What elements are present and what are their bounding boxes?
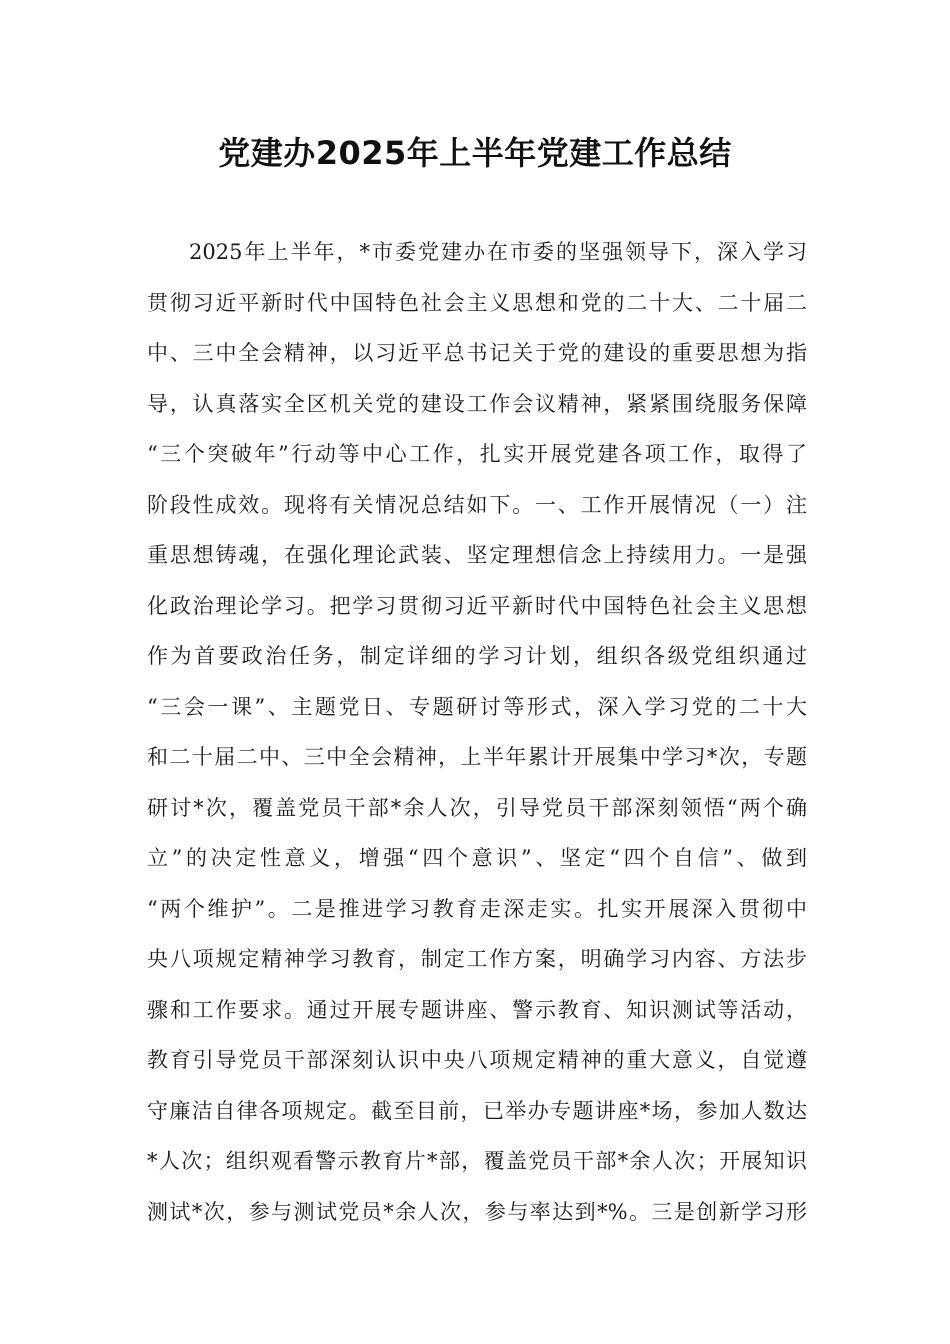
body-line: 中、三中全会精神，以习近平总书记关于党的建设的重要思想为指 <box>147 341 807 365</box>
body-line: 阶段性成效。现将有关情况总结如下。一、工作开展情况（一）注 <box>147 492 807 517</box>
body-line: 央八项规定精神学习教育，制定工作方案，明确学习内容、方法步 <box>147 947 807 971</box>
body-line: 骤和工作要求。通过开展专题讲座、警示教育、知识测试等活动， <box>147 997 807 1022</box>
body-line: 立”的决定性意义，增强“四个意识”、坚定“四个自信”、做到 <box>147 846 807 870</box>
body-line: *人次；组织观看警示教育片*部，覆盖党员干部*余人次；开展知识 <box>147 1149 807 1173</box>
body-line: 研讨*次，覆盖党员干部*余人次，引导党员干部深刻领悟“两个确 <box>147 795 807 820</box>
body-line: 作为首要政治任务，制定详细的学习计划，组织各级党组织通过 <box>147 644 807 668</box>
body-line: 贯彻习近平新时代中国特色社会主义思想和党的二十大、二十届二 <box>147 290 807 315</box>
body-line: 重思想铸魂，在强化理论武装、坚定理想信念上持续用力。一是强 <box>147 543 807 567</box>
body-line: 守廉洁自律各项规定。截至目前，已举办专题讲座*场，参加人数达 <box>147 1098 807 1123</box>
body-line: 教育引导党员干部深刻认识中央八项规定精神的重大意义，自觉遵 <box>147 1048 807 1072</box>
body-line: 2025年上半年，*市委党建办在市委的坚强领导下，深入学习 <box>189 240 807 264</box>
document-title: 党建办2025年上半年党建工作总结 <box>218 134 732 172</box>
body-line: 化政治理论学习。把学习贯彻习近平新时代中国特色社会主义思想 <box>147 593 807 618</box>
body-line: “三会一课”、主题党日、专题研讨等形式，深入学习党的二十大 <box>147 694 807 719</box>
body-line: “三个突破年”行动等中心工作，扎实开展党建各项工作，取得了 <box>147 442 807 466</box>
body-line: 和二十届二中、三中全会精神，上半年累计开展集中学习*次，专题 <box>147 745 807 769</box>
body-line: 测试*次，参与测试党员*余人次，参与率达到*%。三是创新学习形 <box>147 1199 807 1224</box>
document-body <box>147 227 807 1237</box>
body-line: 导，认真落实全区机关党的建设工作会议精神，紧紧围绕服务保障 <box>147 391 807 416</box>
body-line: “两个维护”。二是推进学习教育走深走实。扎实开展深入贯彻中 <box>147 896 807 921</box>
